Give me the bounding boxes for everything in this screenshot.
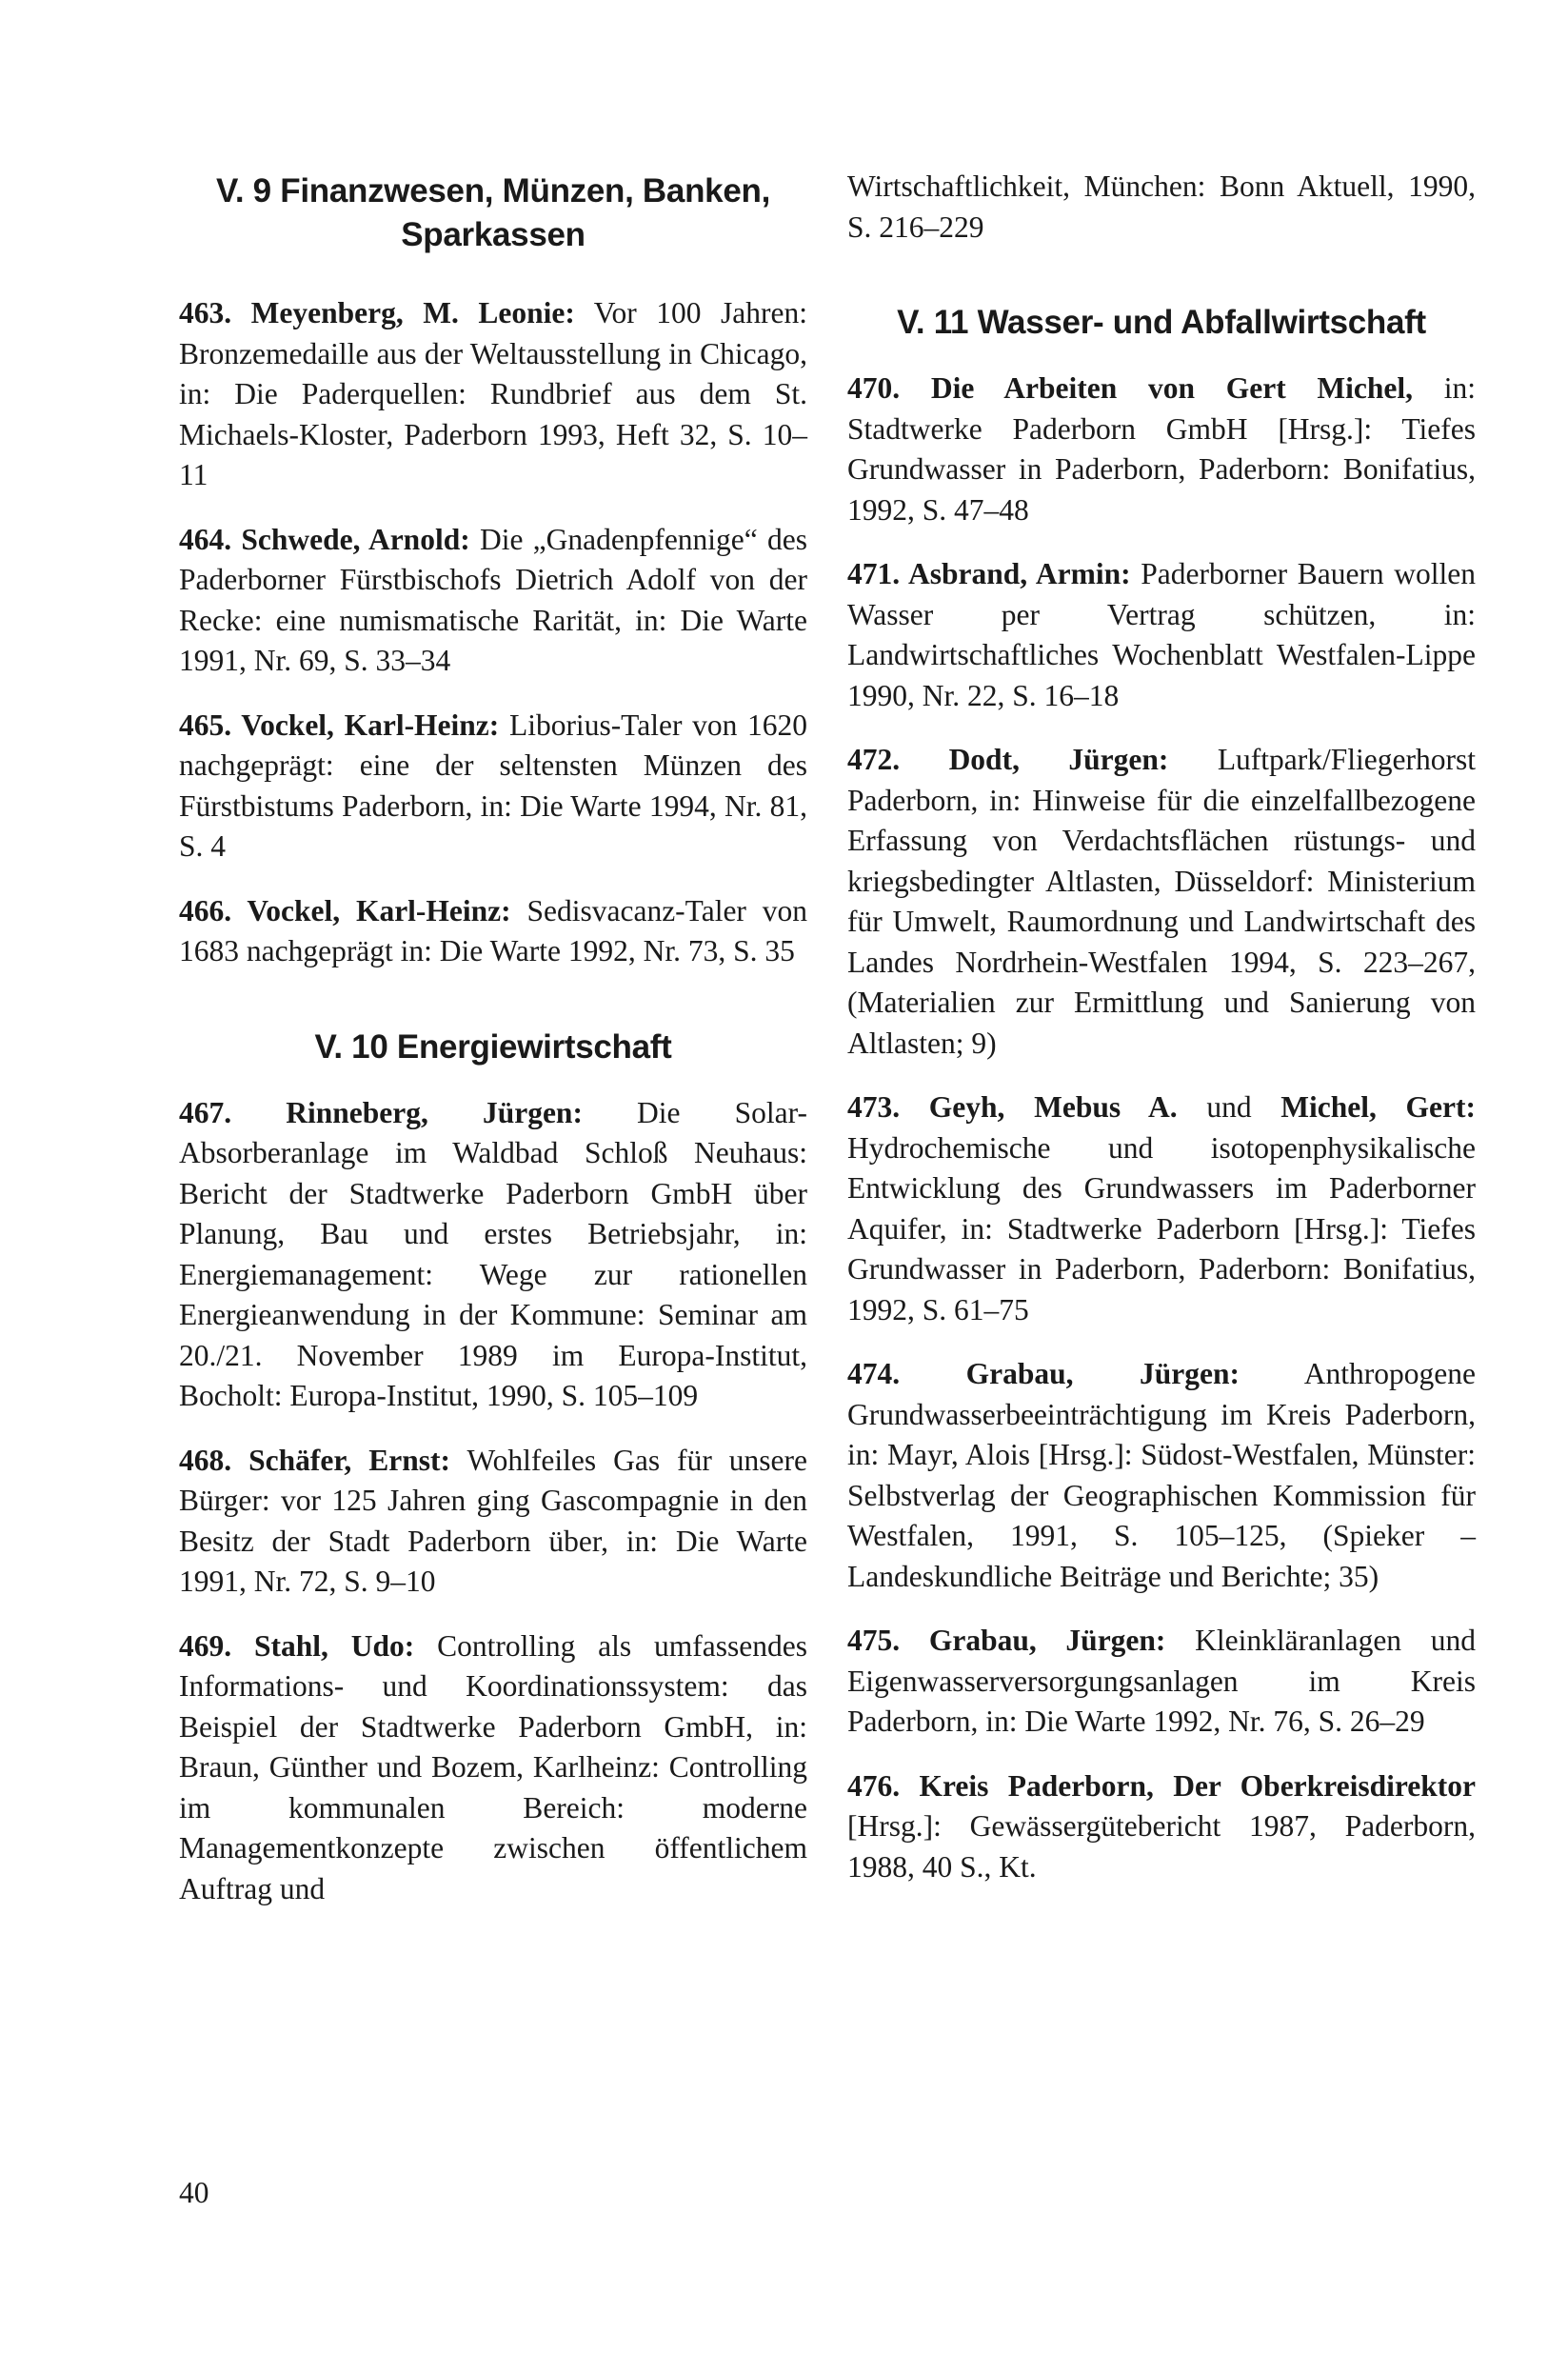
- entry-author: 475. Grabau, Jürgen:: [847, 1624, 1166, 1657]
- entry-author: 474. Grabau, Jürgen:: [847, 1357, 1241, 1390]
- entry-author: 463. Meyenberg, M. Leonie:: [179, 296, 575, 329]
- bibliography-entry-466: [179, 891, 807, 972]
- entry-coauthor: Michel, Gert:: [1280, 1090, 1476, 1124]
- entry-text: Vor 100 Jahren: Bronzemedaille aus der Weltausstellung in Chicago, in: Die Paderquellen: Rundbrief aus dem St. Michaels-Kloster, Paderborn 1993, Heft 32, S. 10–11: [179, 296, 807, 491]
- entry-continuation: Wirtschaftlichkeit, München: Bonn Aktuell, 1990, S. 216–229: [847, 169, 1476, 244]
- entry-text: in: Stadtwerke Paderborn GmbH [Hrsg.]: Tiefes Grundwasser in Paderborn, Paderborn: Bonifatius, 1992, S. 47–48: [847, 371, 1476, 527]
- entry-text: Luftpark/Fliegerhorst Paderborn, in: Hinweise für die einzelfallbezogene Erfassung von Verdachtsflächen rüstungs- und kriegsbedingter Altlasten, Düsseldorf: Ministerium für Umwelt, Raumordnung und Landwirtschaft des Landes Nordrhein-Westfalen 1994, S. 223–267, (Materialien zur Ermittlung und Sanierung von Altlasten; 9): [847, 743, 1476, 1060]
- left-column: [179, 169, 807, 1909]
- entry-text: Controlling als umfassendes Informations- und Koordinationssystem: das Beispiel der Stadtwerke Paderborn GmbH, in: Braun, Günther und Bozem, Karlheinz: Controlling im kommunalen Bereich: moderne Managementkonzepte zwischen öffentlichem Auftrag und: [179, 1628, 807, 1905]
- bibliography-entry-469: [179, 1626, 807, 1910]
- entry-text: Paderborner Bauern wollen Wasser per Vertrag schützen, in: Landwirtschaftliches Wochenblatt Westfalen-Lippe 1990, Nr. 22, S. 16–18: [847, 557, 1476, 712]
- bibliography-entry-463: [179, 293, 807, 496]
- entry-text: Die „Gnadenpfennige“ des Paderborner Fürstbischofs Dietrich Adolf von der Recke: eine numismatische Rarität, in: Die Warte 1991, Nr. 69, S. 33–34: [179, 522, 807, 677]
- entry-author: 469. Stahl, Udo:: [179, 1628, 415, 1663]
- entry-author: 466. Vockel, Karl-Heinz:: [179, 893, 511, 927]
- bibliography-entry-473: [847, 1087, 1476, 1330]
- bibliography-entry-475: [847, 1621, 1476, 1743]
- entry-text: Die Solar-Absorberanlage im Waldbad Schloß Neuhaus: Bericht der Stadtwerke Paderborn GmbH über Planung, Bau und erstes Betriebsjahr, in: Energiemanagement: Wege zur rationellen Energieanwendung in der Kommune: Seminar am 20./21. November 1989 im Europa-Institut, Bocholt: Europa-Institut, 1990, S. 105–109: [179, 1095, 807, 1412]
- bibliography-entry-467: [179, 1093, 807, 1417]
- right-column: [847, 167, 1476, 1887]
- entry-author: 464. Schwede, Arnold:: [179, 522, 470, 556]
- section-heading-energiewirtschaft: V. 10 Energiewirtschaft: [314, 1027, 672, 1066]
- entry-author: 465. Vockel, Karl-Heinz:: [179, 708, 500, 742]
- entry-text: Liborius-Taler von 1620 nachgeprägt: eine der seltensten Münzen des Fürstbistums Paderborn, in: Die Warte 1994, Nr. 81, S. 4: [179, 708, 807, 863]
- entry-author: 473. Geyh, Mebus A.: [847, 1090, 1178, 1124]
- entry-author: 472. Dodt, Jürgen:: [847, 743, 1169, 776]
- entry-text: Hydrochemische und isotopenphysikalische Entwicklung des Grundwassers im Paderborner Aquifer, in: Stadtwerke Paderborn [Hrsg.]: Tiefes Grundwasser in Paderborn, Paderborn: Bonifatius, 1992, S. 61–75: [847, 1130, 1476, 1326]
- page-number: 40: [179, 2176, 209, 2209]
- entry-author: 467. Rinneberg, Jürgen:: [179, 1095, 583, 1129]
- entry-text: Kleinkläranlagen und Eigenwasserversorgungsanlagen im Kreis Paderborn, in: Die Warte 1992, Nr. 76, S. 26–29: [847, 1624, 1477, 1738]
- entry-text: [Hrsg.]: Gewässergütebericht 1987, Paderborn, 1988, 40 S., Kt.: [847, 1809, 1476, 1884]
- bibliography-entry-476: [847, 1766, 1476, 1888]
- section-heading-wasser-abfall: V. 11 Wasser- und Abfallwirtschaft: [897, 304, 1426, 341]
- entry-author: 470. Die Arbeiten von Gert Michel,: [847, 371, 1414, 405]
- bibliography-entry-468: [179, 1441, 807, 1603]
- bibliography-entry-472: [847, 740, 1476, 1064]
- entry-author: 476. Kreis Paderborn, Der Oberkreisdirektor: [847, 1768, 1476, 1803]
- entry-text: Sedisvacanz-Taler von 1683 nachgeprägt in: Die Warte 1992, Nr. 73, S. 35: [179, 893, 807, 967]
- bibliography-entry-470: [847, 369, 1476, 530]
- entry-text: Anthropogene Grundwasserbeeinträchtigung im Kreis Paderborn, in: Mayr, Alois [Hrsg.]: Südost-Westfalen, Münster: Selbstverlag der Geographischen Kommission für Westfalen, 1991, S. 105–125, (Spieker – Landeskundliche Beiträge und Berichte; 35): [847, 1357, 1477, 1593]
- entry-connector: und: [1177, 1090, 1281, 1124]
- entry-author: 471. Asbrand, Armin:: [847, 557, 1131, 590]
- entry-author: 468. Schäfer, Ernst:: [179, 1443, 451, 1477]
- bibliography-entry-464: [179, 520, 807, 682]
- bibliography-entry-471: [847, 554, 1476, 716]
- bibliography-entry-474: [847, 1354, 1476, 1597]
- section-heading-finanzwesen: V. 9 Finanzwesen, Münzen, Banken, Sparkassen: [215, 172, 770, 253]
- entry-text: Wohlfeiles Gas für unsere Bürger: vor 125 Jahren ging Gascompagnie in den Besitz der Stadt Paderborn über, in: Die Warte 1991, Nr. 72, S. 9–10: [179, 1443, 807, 1598]
- bibliography-entry-465: [179, 706, 807, 867]
